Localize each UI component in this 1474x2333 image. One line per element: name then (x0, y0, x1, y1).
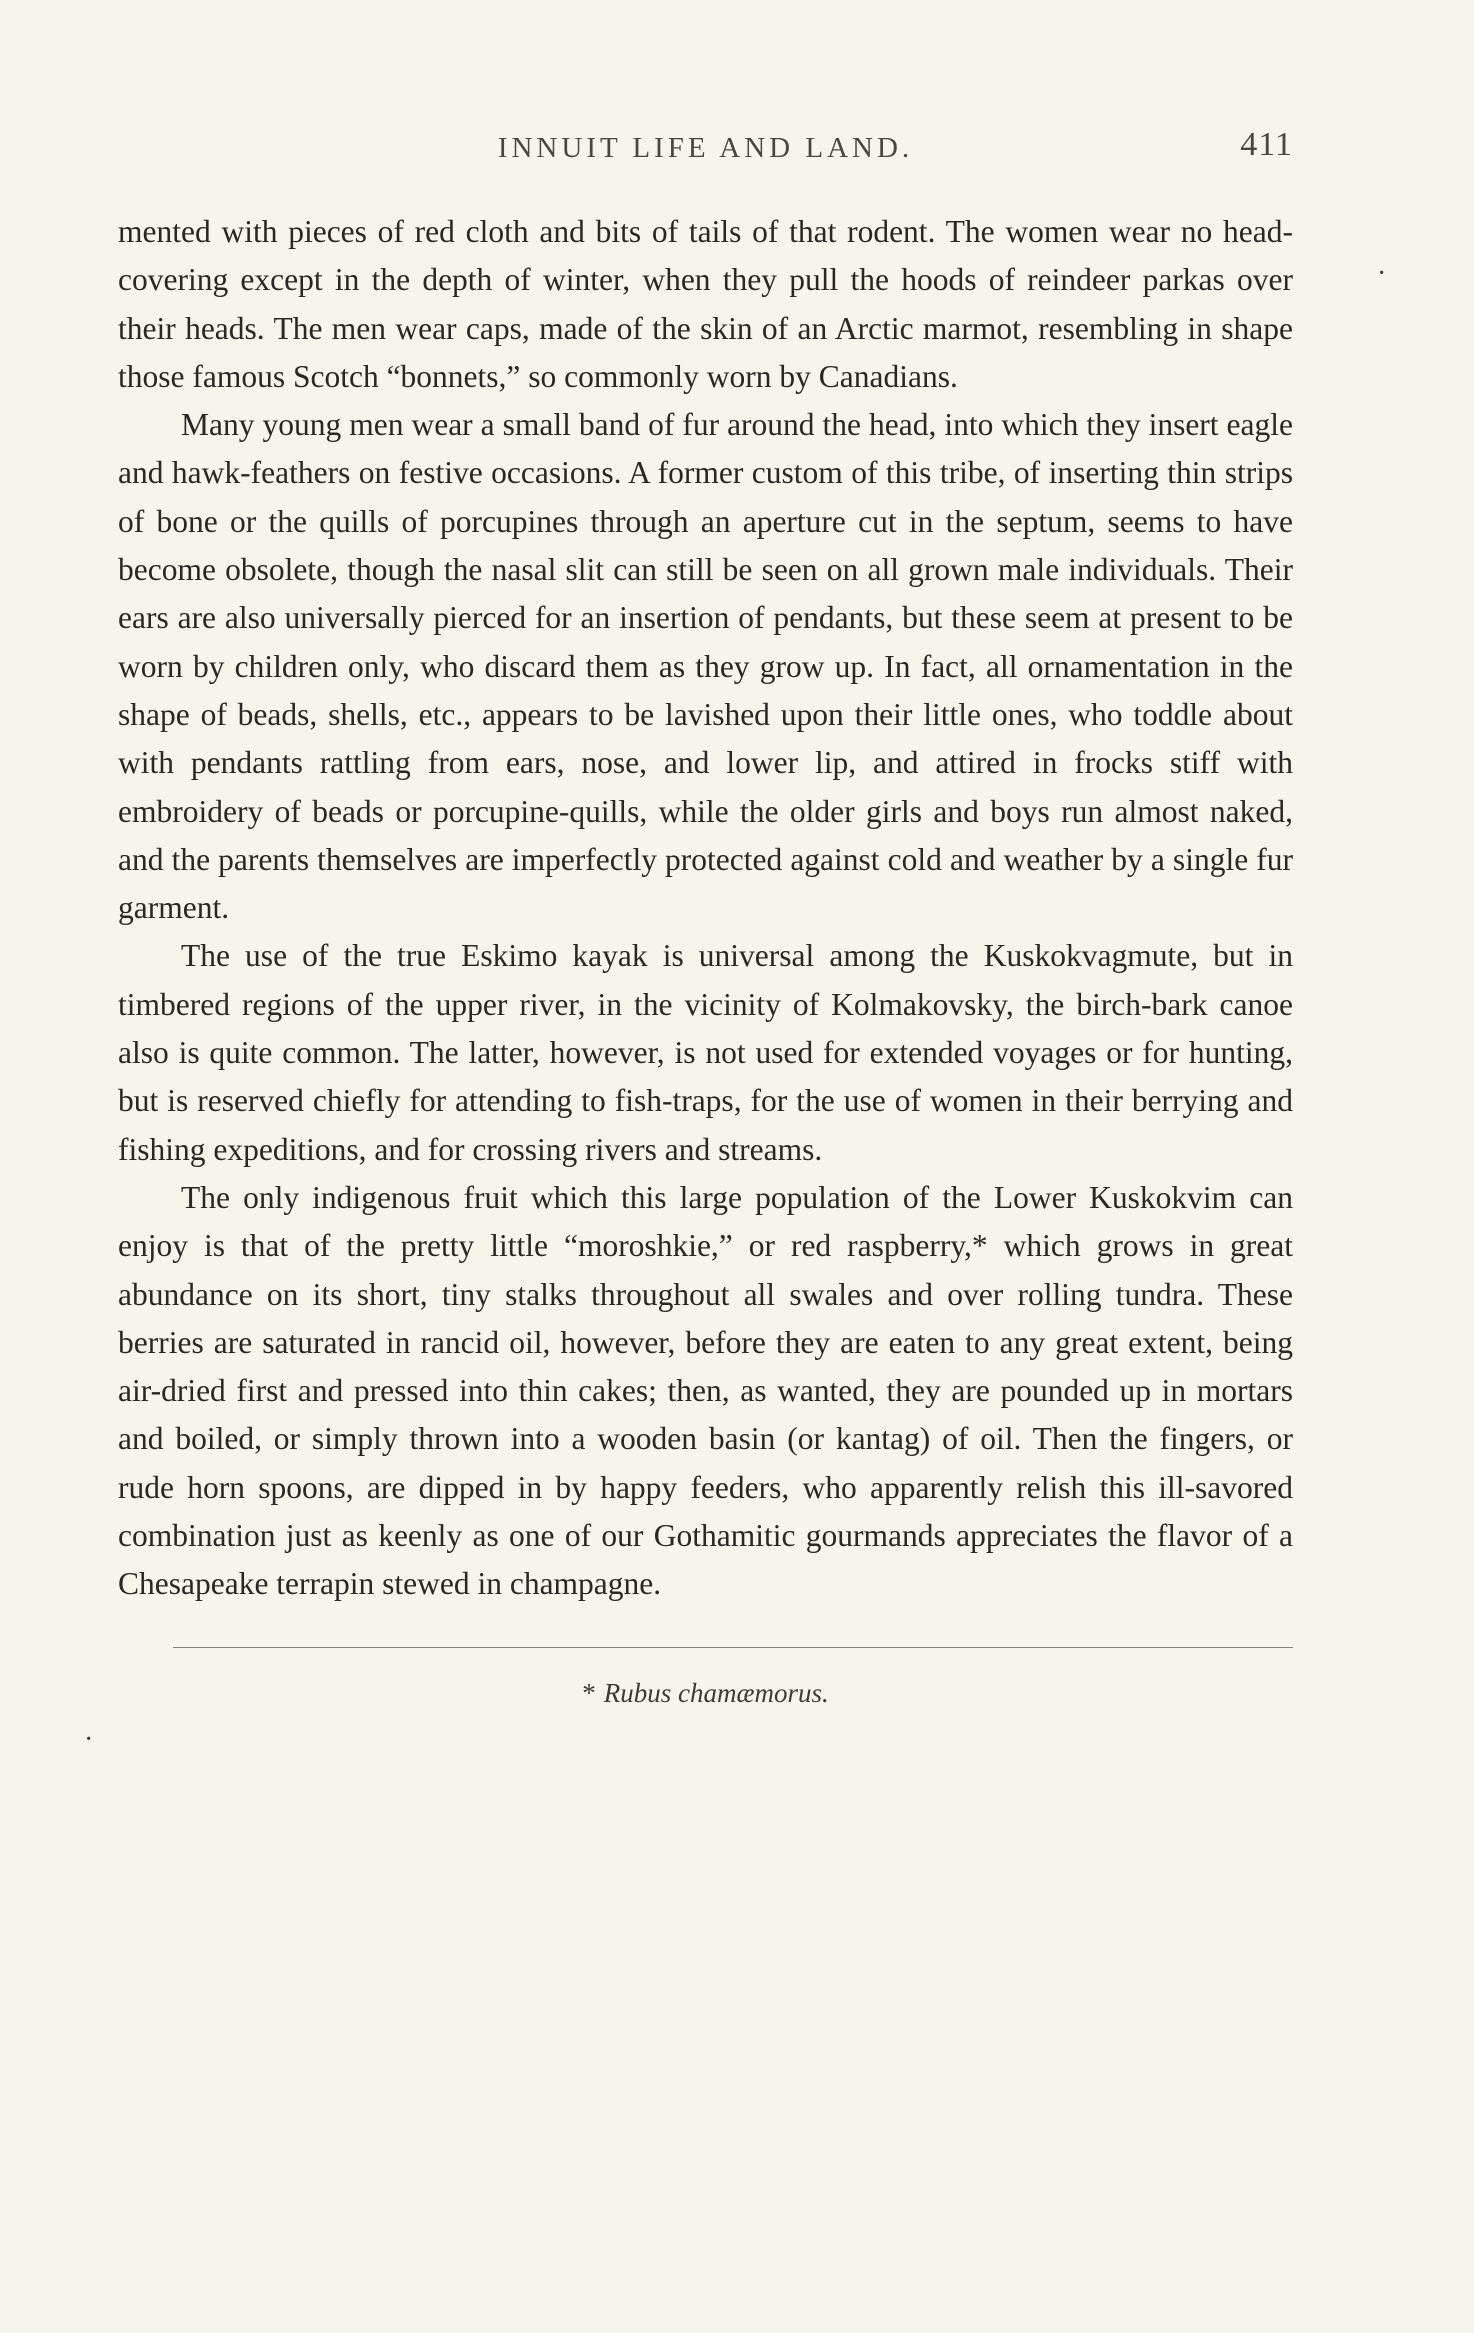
paragraph-1: mented with pieces of red cloth and bits of tails of that rodent. The women wear no head-covering except in the depth of winter, when they pull the hoods of reindeer parkas over their heads. The men wear caps, made of the skin of an Arctic marmot, resembling in shape those famous Scotch “bonnets,” so commonly worn by Canadians. (118, 214, 1293, 394)
page-number: 411 (1240, 126, 1293, 163)
paragraph-2: Many young men wear a small band of fur around the head, into which they insert eagle and hawk-feathers on festive occasions. A former custom of this tribe, of inserting thin strips of bone or the quills of porcupines through an aperture cut in the septum, seems to have become obsolete, though the nasal slit can still be seen on all grown male individuals. Their ears are also universally pierced for an insertion of pendants, but these seem at present to be worn by children only, who discard them as they grow up. In fact, all ornamentation in the shape of beads, shells, etc., appears to be lavished upon their little ones, who toddle about with pendants rattling from ears, nose, and lower lip, and attired in frocks stiff with embroidery of beads or porcupine-quills, while the older girls and boys run almost naked, and the parents themselves are imperfectly protected against cold and weather by a single fur garment. (118, 407, 1293, 926)
paragraph-3: The use of the true Eskimo kayak is universal among the Kuskokvagmute, but in timbered regions of the upper river, in the vicinity of Kolmakovsky, the birch-bark canoe also is quite common. The latter, however, is not used for extended voyages or for hunting, but is reserved chiefly for attending to fish-traps, for the use of women in their berrying and fishing expeditions, and for crossing rivers and streams. (118, 938, 1293, 1167)
footnote (118, 1678, 1293, 1709)
margin-dot-mark: · (84, 1724, 94, 1755)
book-page (118, 118, 1293, 1709)
margin-dot-mark: · (1377, 258, 1387, 289)
body-text (118, 208, 1293, 1609)
running-head (118, 118, 1293, 178)
footnote-rule (173, 1647, 1293, 1648)
running-title: INNUIT LIFE AND LAND. (497, 132, 914, 164)
footnote-marker: * (582, 1677, 596, 1708)
paragraph-4: The only indigenous fruit which this large population of the Lower Kuskokvim can enjoy is that of the pretty little “moroshkie,” or red raspberry,* which grows in great abundance on its short, tiny stalks throughout all swales and over rolling tundra. These berries are saturated in rancid oil, however, before they are eaten to any great extent, being air-dried first and pressed into thin cakes; then, as wanted, they are pounded up in mortars and boiled, or simply thrown into a wooden basin (or kantag) of oil. Then the fingers, or rude horn spoons, are dipped in by happy feeders, who apparently relish this ill-savored combination just as keenly as one of our Gothamitic gourmands appreciates the flavor of a Chesapeake terrapin stewed in champagne. (118, 1179, 1293, 1602)
footnote-text: Rubus chamæmorus. (603, 1677, 829, 1708)
